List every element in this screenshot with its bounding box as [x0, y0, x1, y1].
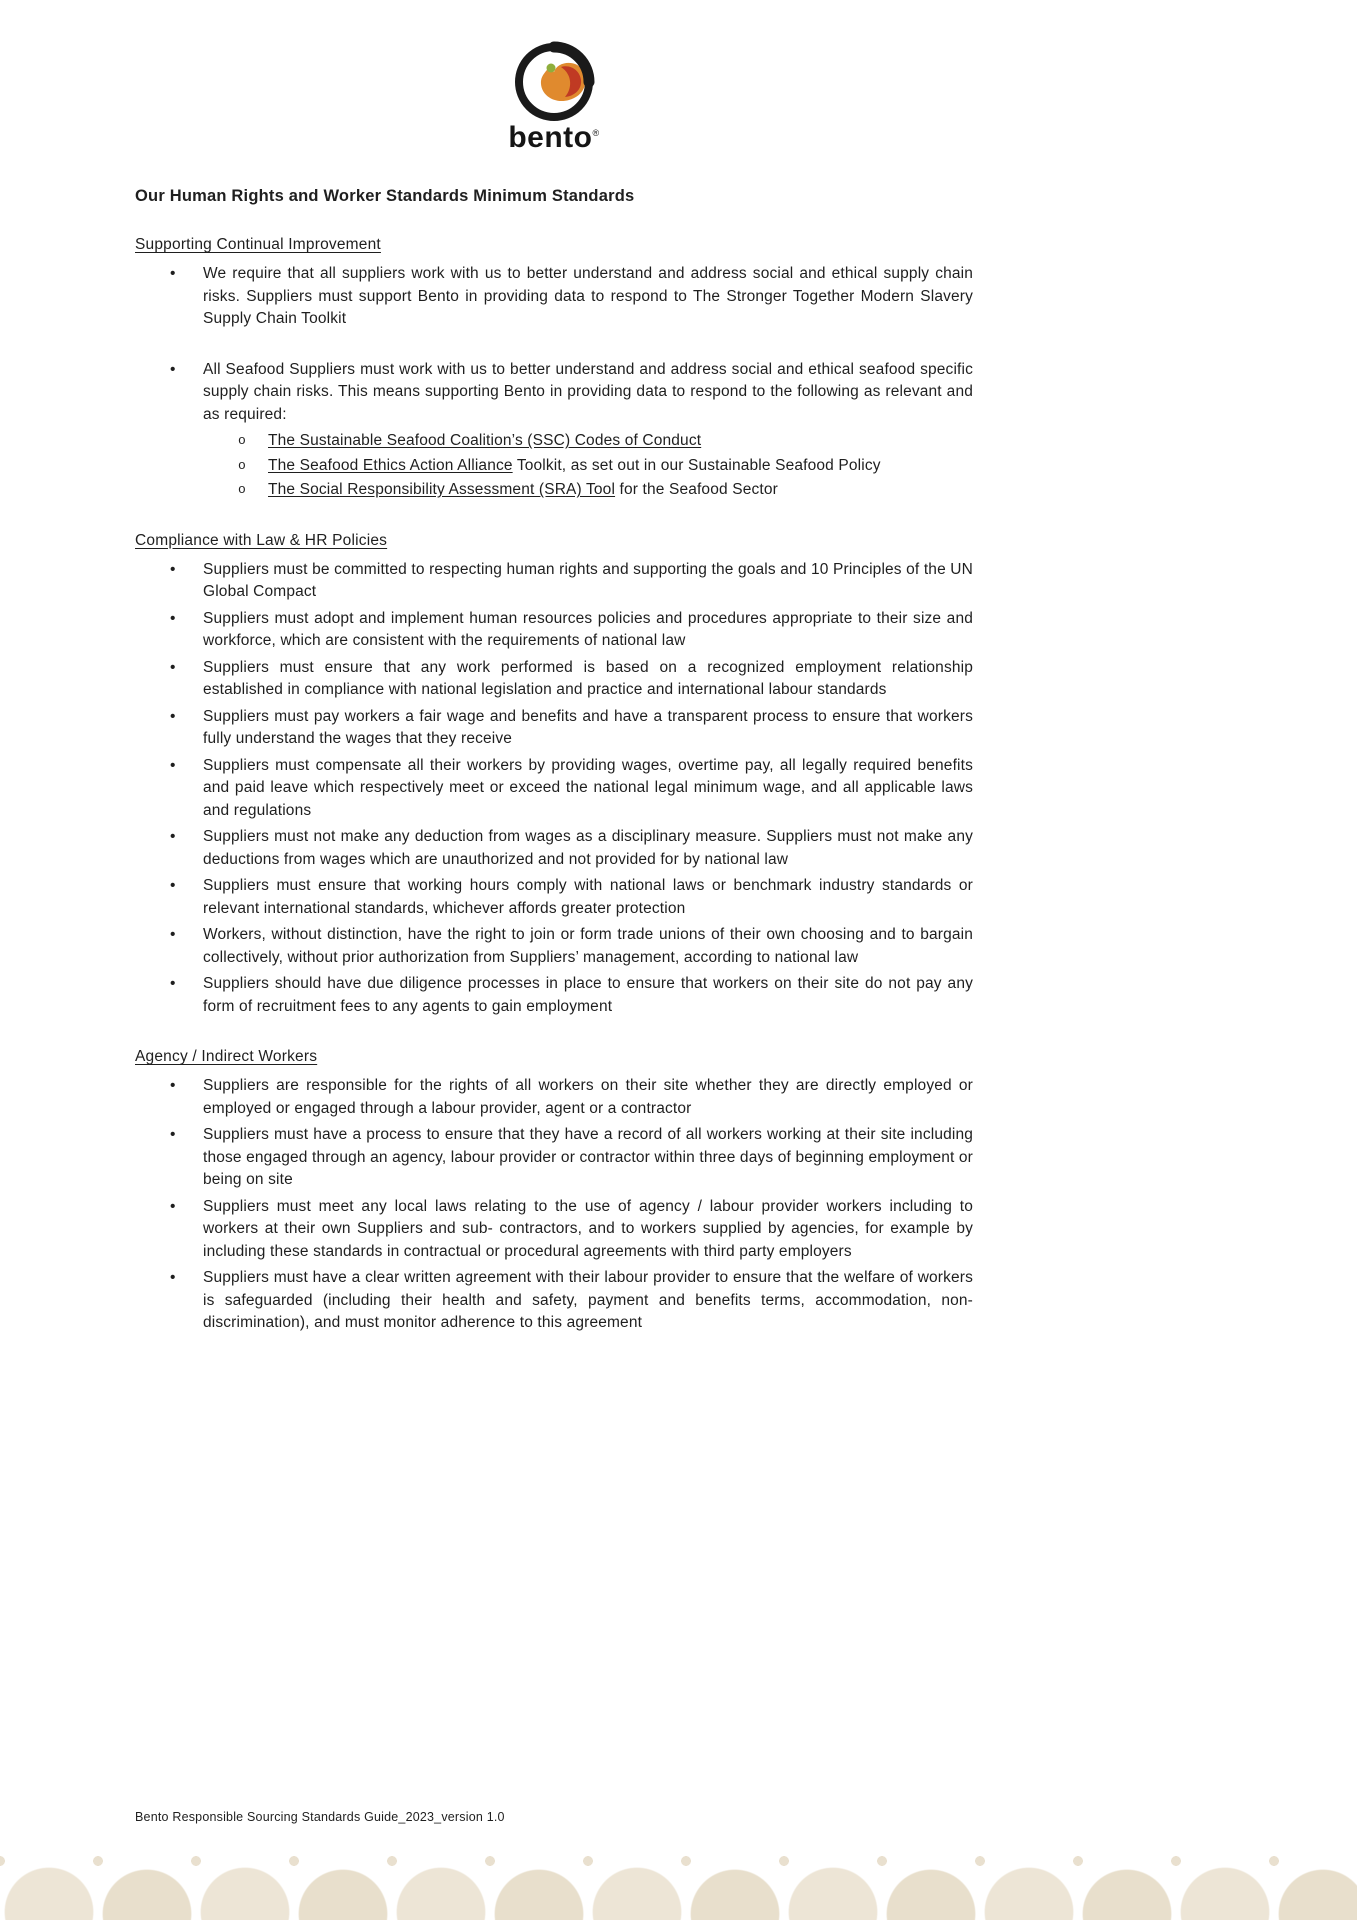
- link-ssc-codes-of-conduct[interactable]: The Sustainable Seafood Coalition’s (SSC) Codes of Conduct: [268, 432, 702, 449]
- bullet-text: Suppliers must ensure that working hours comply with national laws or benchmark industry standards or relevant international standards, whichever affords greater protection: [203, 877, 973, 917]
- bullet-item: [135, 826, 973, 871]
- bullet-item: [135, 924, 973, 969]
- sub-bullet-text: [268, 479, 973, 502]
- bullet-item: [135, 263, 973, 331]
- bullet-item: [135, 1267, 973, 1335]
- sub-bullet-text: [268, 430, 973, 453]
- link-seafood-ethics-action-alliance[interactable]: The Seafood Ethics Action Alliance: [268, 456, 513, 474]
- bullet-text: Suppliers must not make any deduction from wages as a disciplinary measure. Suppliers must not make any deductions from wages which are unauthorized and not provided for by national law: [203, 828, 973, 868]
- bullet-list: [135, 559, 973, 1019]
- document-footer: Bento Responsible Sourcing Standards Guide_2023_version 1.0: [135, 1810, 505, 1824]
- bullet-item: [135, 559, 973, 604]
- sub-bullet-item: [135, 479, 973, 502]
- bullet-text: We require that all suppliers work with us to better understand and address social and ethical supply chain risks. Suppliers must support Bento in providing data to respond to The Stronger Together Modern Slavery Supply Chain Toolkit: [203, 265, 973, 327]
- bullet-list: [135, 263, 973, 502]
- document-content: [135, 0, 973, 1339]
- bullet-item: [135, 875, 973, 920]
- bullet-item: [135, 1124, 973, 1192]
- bullet-text: Suppliers must be committed to respecting human rights and supporting the goals and 10 Principles of the UN Global Compact: [203, 560, 973, 600]
- registered-trademark-icon: ®: [592, 128, 600, 138]
- bullet-marker: •: [170, 707, 176, 725]
- bullet-item: [135, 1196, 973, 1264]
- section-heading: Agency / Indirect Workers: [135, 1048, 318, 1065]
- bullet-item: [135, 973, 973, 1018]
- bullet-marker: •: [170, 609, 176, 627]
- bullet-marker: •: [170, 1269, 176, 1286]
- bullet-text: Workers, without distinction, have the right to join or form trade unions of their own choosing and to bargain collectively, without prior authorization from Suppliers’ management, according to national law: [203, 926, 973, 966]
- sub-bullet-item: [135, 430, 973, 453]
- bullet-marker: •: [170, 1126, 176, 1143]
- bullet-text: Suppliers must adopt and implement human resources policies and procedures appropriate to their size and workforce, which are consistent with the requirements of national law: [203, 609, 973, 649]
- bullet-marker: •: [170, 265, 176, 282]
- bullet-item: [135, 755, 973, 823]
- bullet-item: [135, 657, 973, 702]
- section-heading: Supporting Continual Improvement: [135, 236, 381, 253]
- bullet-marker: •: [170, 877, 176, 894]
- bottom-circles-decoration: [0, 1850, 1357, 1920]
- section-agency-indirect-workers: [135, 1048, 973, 1335]
- bullet-marker: •: [170, 828, 176, 845]
- sub-bullet-marker: o: [238, 457, 246, 473]
- bento-wordmark: bento®: [508, 121, 600, 154]
- bento-logo-icon: [506, 38, 602, 122]
- bullet-marker: •: [170, 975, 176, 992]
- sub-bullet-item: [135, 455, 973, 478]
- bullet-marker: •: [170, 1077, 176, 1094]
- bento-logo: [135, 38, 973, 153]
- bullet-item: [135, 608, 973, 653]
- bullet-item: [135, 359, 973, 427]
- bullet-item: [135, 1075, 973, 1120]
- sub-bullet-marker: o: [238, 482, 246, 497]
- bullet-text: Suppliers must have a process to ensure that they have a record of all workers working at their site including those engaged through an agency, labour provider or contractor within three days of beginning employment or being on site: [203, 1126, 973, 1188]
- bullet-marker: •: [170, 1197, 176, 1215]
- sub-bullet-rest: for the Seafood Sector: [615, 481, 778, 498]
- bullet-text: Suppliers must have a clear written agreement with their labour provider to ensure that the welfare of workers is safeguarded (including their health and safety, payment and benefits terms, accommodation, non- discrimination), and must monitor adherence to this agreement: [203, 1269, 973, 1331]
- bullet-text: Suppliers must compensate all their workers by providing wages, overtime pay, all legally required benefits and paid leave which respectively meet or exceed the national legal minimum wage, and all applicable laws and regulations: [203, 756, 973, 819]
- bullet-marker: •: [170, 926, 176, 943]
- bullet-text: Suppliers must ensure that any work performed is based on a recognized employment relationship established in compliance with national legislation and practice and international labour standards: [203, 658, 973, 698]
- bullet-list: [135, 1075, 973, 1335]
- bullet-item: [135, 706, 973, 751]
- section-supporting-continual-improvement: [135, 236, 973, 502]
- bullet-marker: •: [170, 756, 176, 774]
- bullet-text: All Seafood Suppliers must work with us to better understand and address social and ethical seafood specific supply chain risks. This means supporting Bento in providing data to respond to the following as relevant and as required:: [203, 360, 973, 423]
- sub-bullet-text: [268, 455, 973, 478]
- link-sra-tool[interactable]: The Social Responsibility Assessment (SRA) Tool: [268, 481, 616, 498]
- bullet-text: Suppliers should have due diligence processes in place to ensure that workers on their site do not pay any form of recruitment fees to any agents to gain employment: [203, 975, 973, 1015]
- bullet-marker: •: [170, 560, 176, 578]
- bullet-marker: •: [170, 658, 176, 676]
- section-heading: Compliance with Law & HR Policies: [135, 531, 388, 549]
- sub-bullet-rest: Toolkit, as set out in our Sustainable Seafood Policy: [512, 456, 881, 474]
- bullet-text: Suppliers must pay workers a fair wage and benefits and have a transparent process to ensure that workers fully understand the wages that they receive: [203, 707, 973, 747]
- sub-bullet-marker: o: [238, 433, 246, 448]
- bullet-text: Suppliers are responsible for the rights of all workers on their site whether they are directly employed or employed or engaged through a labour provider, agent or a contractor: [203, 1077, 973, 1117]
- page-title: Our Human Rights and Worker Standards Minimum Standards: [135, 187, 635, 205]
- bullet-text: Suppliers must meet any local laws relating to the use of agency / labour provider workers including to workers at their own Suppliers and sub- contractors, and to workers supplied by agencies, for example by including these standards in contractual or procedural agreements with third party employers: [203, 1197, 973, 1260]
- bullet-marker: •: [170, 360, 176, 378]
- section-compliance-with-law-hr-policies: [135, 532, 973, 1019]
